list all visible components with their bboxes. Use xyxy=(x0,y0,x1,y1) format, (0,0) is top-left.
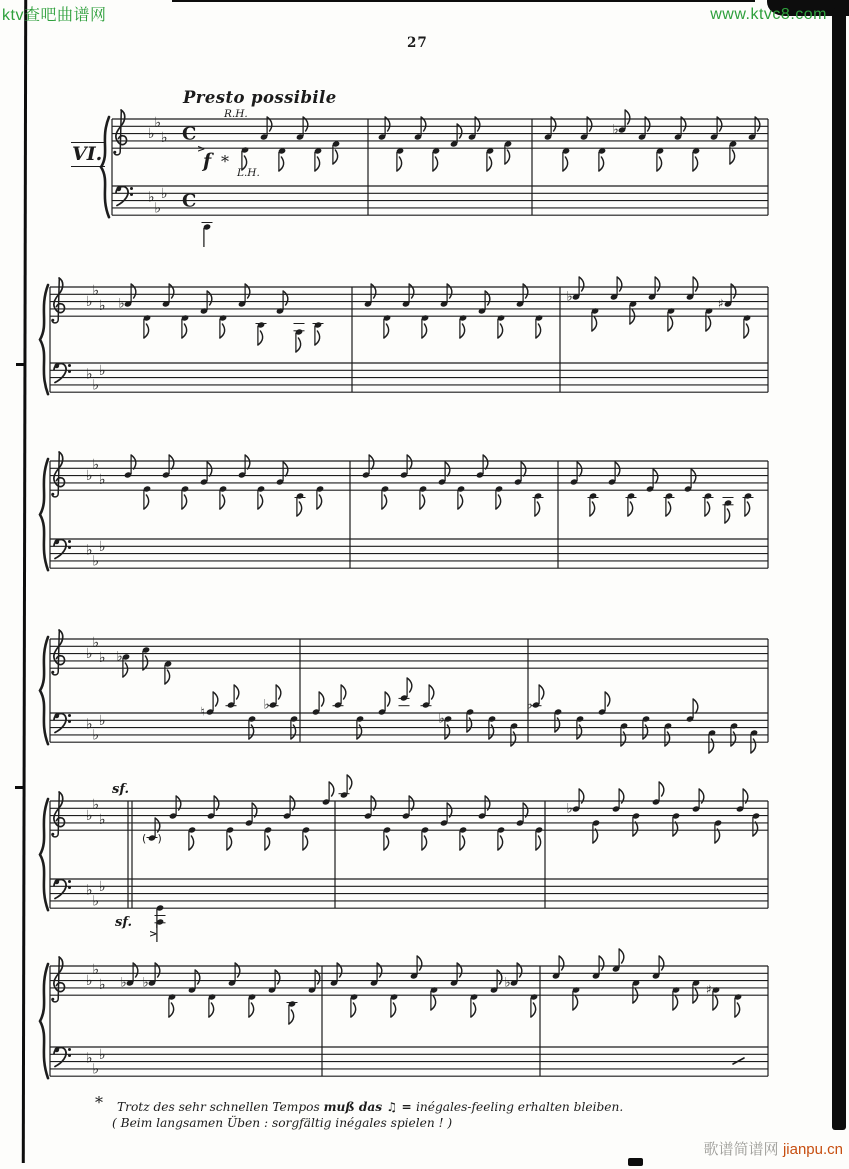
svg-text:♭: ♭ xyxy=(86,1050,93,1067)
scan-right-border xyxy=(832,8,846,1130)
svg-text:♭: ♭ xyxy=(86,716,93,733)
svg-text:♭: ♭ xyxy=(92,727,100,744)
scan-bottom-mark xyxy=(628,1158,643,1166)
svg-text:♭: ♭ xyxy=(99,712,106,729)
svg-text:♭: ♭ xyxy=(99,976,106,993)
watermark-bottom-right xyxy=(703,1138,843,1159)
svg-text:♭: ♭ xyxy=(99,649,106,666)
svg-text:♭: ♭ xyxy=(154,115,162,132)
footnote-text-bold: muß das ♫ = xyxy=(323,1100,416,1114)
svg-text:♭: ♭ xyxy=(148,126,155,143)
svg-text:♭: ♭ xyxy=(92,377,100,394)
svg-text:♮: ♮ xyxy=(200,704,205,719)
svg-text:♭: ♭ xyxy=(92,1061,100,1078)
footnote-text-pre: Trotz des sehr schnellen Tempos xyxy=(117,1100,324,1114)
svg-text:♭: ♭ xyxy=(120,975,127,991)
svg-text:♭: ♭ xyxy=(161,185,168,202)
svg-text:(: ( xyxy=(142,832,147,845)
accent-mark: > xyxy=(197,144,206,155)
watermark-domain: jianpu.cn xyxy=(782,1141,843,1158)
svg-text:♭: ♭ xyxy=(86,542,93,559)
svg-text:♭: ♭ xyxy=(504,975,511,991)
footnote-text-post: inégales-feeling erhalten bleiben. xyxy=(416,1100,624,1114)
svg-text:♭: ♭ xyxy=(148,189,155,206)
svg-text:♭: ♭ xyxy=(86,973,93,990)
svg-text:♭: ♭ xyxy=(92,797,100,814)
svg-text:♭: ♭ xyxy=(612,122,619,138)
svg-text:♭: ♭ xyxy=(99,471,106,488)
svg-text:C: C xyxy=(182,190,197,212)
svg-text:♭: ♭ xyxy=(86,468,93,485)
svg-text:♭: ♭ xyxy=(86,646,93,663)
watermark-site-name: 歌谱简谱网 xyxy=(703,1141,779,1158)
sforzando-upper: sf. xyxy=(112,782,129,797)
svg-text:♭: ♭ xyxy=(92,962,100,979)
svg-text:♭: ♭ xyxy=(92,635,100,652)
svg-text:♭: ♭ xyxy=(92,553,100,570)
page-number: 27 xyxy=(407,35,428,51)
svg-text:♭: ♭ xyxy=(566,801,573,817)
svg-text:♭: ♭ xyxy=(92,283,100,300)
svg-text:♭: ♭ xyxy=(118,296,125,312)
svg-text:♭: ♭ xyxy=(92,457,100,474)
svg-text:♭: ♭ xyxy=(99,878,106,895)
svg-text:♭: ♭ xyxy=(86,366,93,383)
svg-text:♭: ♭ xyxy=(566,289,573,305)
sforzando-lower: sf. xyxy=(115,915,132,930)
scan-left-nub-1 xyxy=(16,363,24,366)
scan-left-nub-2 xyxy=(15,786,24,789)
svg-text:♭: ♭ xyxy=(86,294,93,311)
svg-text:♭: ♭ xyxy=(116,649,123,665)
watermark-top-left: ktv查吧曲谱网 xyxy=(2,7,107,24)
svg-text:♯: ♯ xyxy=(718,296,724,311)
svg-text:♭: ♭ xyxy=(263,697,270,713)
watermark-top-right: www.ktvc8.com xyxy=(710,6,827,23)
svg-text:♭: ♭ xyxy=(99,362,106,379)
movement-number: VI. xyxy=(71,142,105,167)
scan-top-edge xyxy=(172,0,755,2)
svg-text:♭: ♭ xyxy=(99,1046,106,1063)
footnote-marker: * xyxy=(95,1093,103,1112)
right-hand-marking: R.H. xyxy=(224,108,248,120)
footnote-line-1 xyxy=(117,1100,623,1114)
svg-text:♭: ♭ xyxy=(99,297,106,314)
bass-accent-mark: > xyxy=(149,929,158,940)
svg-text:♭: ♭ xyxy=(86,882,93,899)
svg-text:♭: ♭ xyxy=(99,538,106,555)
svg-text:C: C xyxy=(182,123,197,145)
tempo-marking: Presto possibile xyxy=(183,88,337,107)
svg-text:♭: ♭ xyxy=(99,811,106,828)
footnote-line-2: ( Beim langsamen Üben : sorgfältig inégales spielen ! ) xyxy=(112,1116,453,1130)
svg-text:♭: ♭ xyxy=(161,129,168,146)
left-hand-marking: L.H. xyxy=(237,167,260,179)
forte-dynamic: f xyxy=(203,150,212,172)
svg-text:♭: ♭ xyxy=(526,697,533,713)
svg-text:♭: ♭ xyxy=(86,808,93,825)
asterisk-reference: * xyxy=(221,152,229,171)
svg-text:♭: ♭ xyxy=(154,200,162,217)
svg-text:♭: ♭ xyxy=(142,975,149,991)
svg-text:): ) xyxy=(157,832,162,845)
svg-text:♯: ♯ xyxy=(706,982,712,997)
svg-text:♭: ♭ xyxy=(438,711,445,727)
svg-text:♭: ♭ xyxy=(92,893,100,910)
